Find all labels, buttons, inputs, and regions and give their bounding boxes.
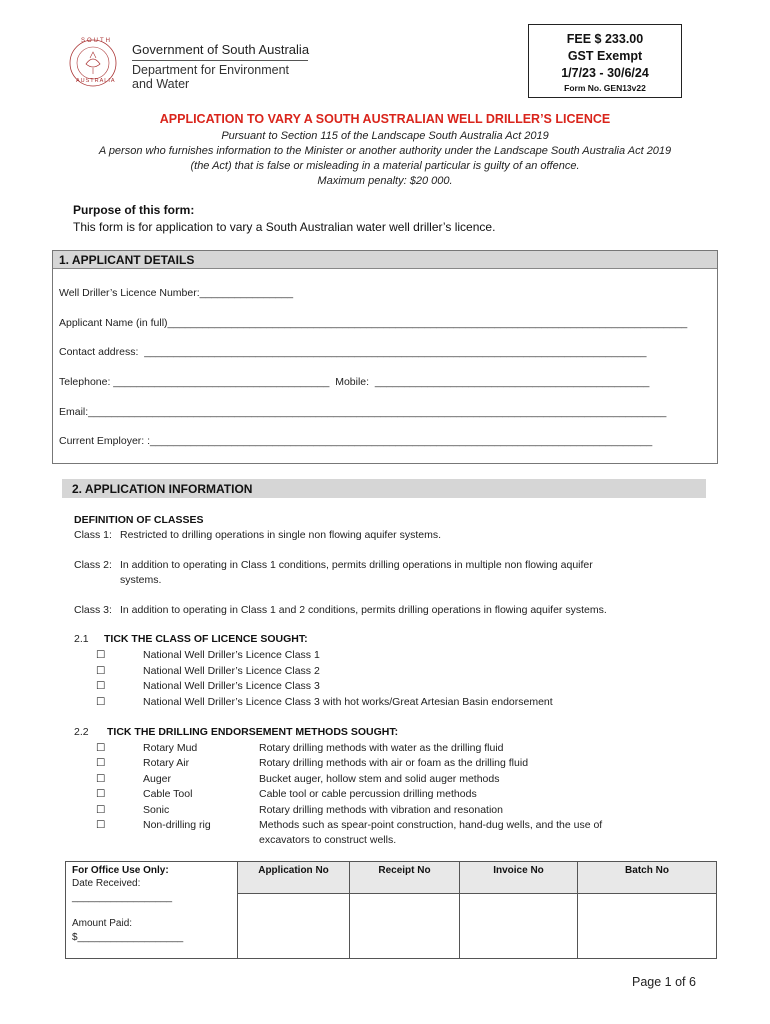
office-heading: For Office Use Only: — [72, 865, 169, 876]
class1-text: Restricted to drilling operations in single non flowing aquifer systems. — [120, 529, 441, 541]
question-number: 2.2 — [74, 726, 89, 738]
form-number: Form No. GEN13v22 — [564, 83, 646, 93]
checkbox-rotary-mud[interactable]: ☐ — [96, 742, 106, 754]
dept-line1: Department for Environment — [132, 63, 290, 77]
section-header — [62, 479, 706, 498]
section-title: 2. APPLICATION INFORMATION — [72, 482, 253, 496]
checkbox-sonic[interactable]: ☐ — [96, 804, 106, 816]
subtitle-line: A person who furnishes information to the Minister or another authority under the Landscape South Australia Act 2019 — [98, 145, 672, 157]
option-label: National Well Driller’s Licence Class 3 — [143, 680, 320, 692]
date-field[interactable]: __________________ — [72, 892, 173, 903]
fee-period: 1/7/23 - 30/6/24 — [561, 66, 649, 80]
question-number: 2.1 — [74, 633, 89, 645]
column-header: Batch No — [578, 862, 716, 894]
class1-label: Class 1: — [74, 529, 112, 541]
gst-status: GST Exempt — [567, 49, 643, 63]
divider — [132, 60, 308, 61]
subtitle-line: (the Act) that is false or misleading in a material particular is guilty of an offence. — [190, 160, 580, 172]
applicant-details-section — [52, 250, 718, 464]
method-desc: Bucket auger, hollow stem and solid auger methods — [259, 773, 500, 785]
method-desc: Rotary drilling methods with air or foam as the drilling fluid — [259, 757, 529, 769]
purpose-text: This form is for application to vary a South Australian water well driller’s licence. — [73, 220, 496, 234]
date-label: Date Received: — [72, 878, 141, 889]
checkbox-non-drilling-rig[interactable]: ☐ — [96, 819, 106, 831]
fee-amount: FEE $ 233.00 — [566, 32, 644, 46]
checkbox-auger[interactable]: ☐ — [96, 773, 106, 785]
method-label: Sonic — [143, 804, 170, 816]
licence-number-field[interactable]: Well Driller’s Licence Number:________________ — [59, 287, 294, 299]
method-label: Cable Tool — [143, 788, 193, 800]
subtitle-line: Pursuant to Section 115 of the Landscape South Australia Act 2019 — [221, 130, 549, 142]
method-desc: Cable tool or cable percussion drilling methods — [259, 788, 477, 800]
email-field[interactable]: Email:___________________________________________________________________________________________________ — [59, 406, 667, 418]
amount-field[interactable]: $___________________ — [72, 932, 184, 943]
department-name — [132, 63, 312, 91]
checkbox-cable-tool[interactable]: ☐ — [96, 788, 106, 800]
telephone-mobile-field[interactable]: Telephone: _____________________________________ Mobile: _______________________________________________ — [59, 376, 650, 388]
option-label: National Well Driller’s Licence Class 3 with hot works/Great Artesian Basin endorsement — [143, 696, 553, 708]
option-label: National Well Driller’s Licence Class 2 — [143, 665, 320, 677]
method-desc: Rotary drilling methods with water as the drilling fluid — [259, 742, 504, 754]
column-header: Receipt No — [350, 862, 459, 894]
method-desc: excavators to construct wells. — [259, 834, 397, 846]
office-use-info — [66, 862, 237, 958]
seal-text-bottom: AUSTRALIA — [76, 78, 116, 84]
batch-no-cell[interactable] — [577, 862, 716, 958]
fee-box — [528, 24, 682, 98]
purpose-heading: Purpose of this form: — [73, 203, 195, 217]
invoice-no-cell[interactable] — [459, 862, 577, 958]
checkbox-class3-hotworks[interactable]: ☐ — [96, 696, 106, 708]
method-desc: Methods such as spear-point construction, hand-dug wells, and the use of — [259, 819, 603, 831]
gov-title: Government of South Australia — [132, 42, 310, 57]
definition-heading: DEFINITION OF CLASSES — [74, 514, 204, 526]
application-no-cell[interactable] — [237, 862, 349, 958]
seal-text-top: SOUTH — [81, 38, 112, 44]
applicant-name-field[interactable]: Applicant Name (in full)_________________________________________________________________________________________ — [59, 317, 688, 329]
checkbox-class2[interactable]: ☐ — [96, 665, 106, 677]
class2-label: Class 2: — [74, 559, 112, 571]
option-label: National Well Driller’s Licence Class 1 — [143, 649, 320, 661]
column-header: Application No — [238, 862, 349, 894]
class3-text: In addition to operating in Class 1 and 2 conditions, permits drilling operations in flowing aquifer systems. — [120, 604, 607, 616]
class2-text: systems. — [120, 574, 162, 586]
checkbox-class3[interactable]: ☐ — [96, 680, 106, 692]
question-heading: TICK THE CLASS OF LICENCE SOUGHT: — [104, 633, 308, 645]
logo — [66, 38, 126, 88]
current-employer-field[interactable]: Current Employer: :______________________________________________________________________________________ — [59, 435, 653, 447]
checkbox-class1[interactable]: ☐ — [96, 649, 106, 661]
contact-address-field[interactable]: Contact address: ______________________________________________________________________________________ — [59, 346, 647, 358]
method-desc: Rotary drilling methods with vibration and resonation — [259, 804, 503, 816]
amount-label: Amount Paid: — [72, 918, 133, 929]
dept-line2: and Water — [132, 77, 190, 91]
column-header: Invoice No — [460, 862, 577, 894]
section-header — [53, 251, 717, 269]
class3-label: Class 3: — [74, 604, 112, 616]
method-label: Non-drilling rig — [143, 819, 211, 831]
method-label: Auger — [143, 773, 172, 785]
method-label: Rotary Air — [143, 757, 190, 769]
office-use-table — [65, 861, 717, 959]
checkbox-rotary-air[interactable]: ☐ — [96, 757, 106, 769]
method-label: Rotary Mud — [143, 742, 198, 754]
page-title: APPLICATION TO VARY A SOUTH AUSTRALIAN WELL DRILLER’S LICENCE — [159, 112, 611, 126]
question-heading: TICK THE DRILLING ENDORSEMENT METHODS SOUGHT: — [107, 726, 399, 738]
section-title: 1. APPLICANT DETAILS — [59, 253, 195, 267]
receipt-no-cell[interactable] — [349, 862, 459, 958]
subtitle-line: Maximum penalty: $20 000. — [317, 175, 453, 187]
class2-text: In addition to operating in Class 1 conditions, permits drilling operations in multiple non flowing aquifer — [120, 559, 593, 571]
page-number: Page 1 of 6 — [632, 975, 696, 989]
